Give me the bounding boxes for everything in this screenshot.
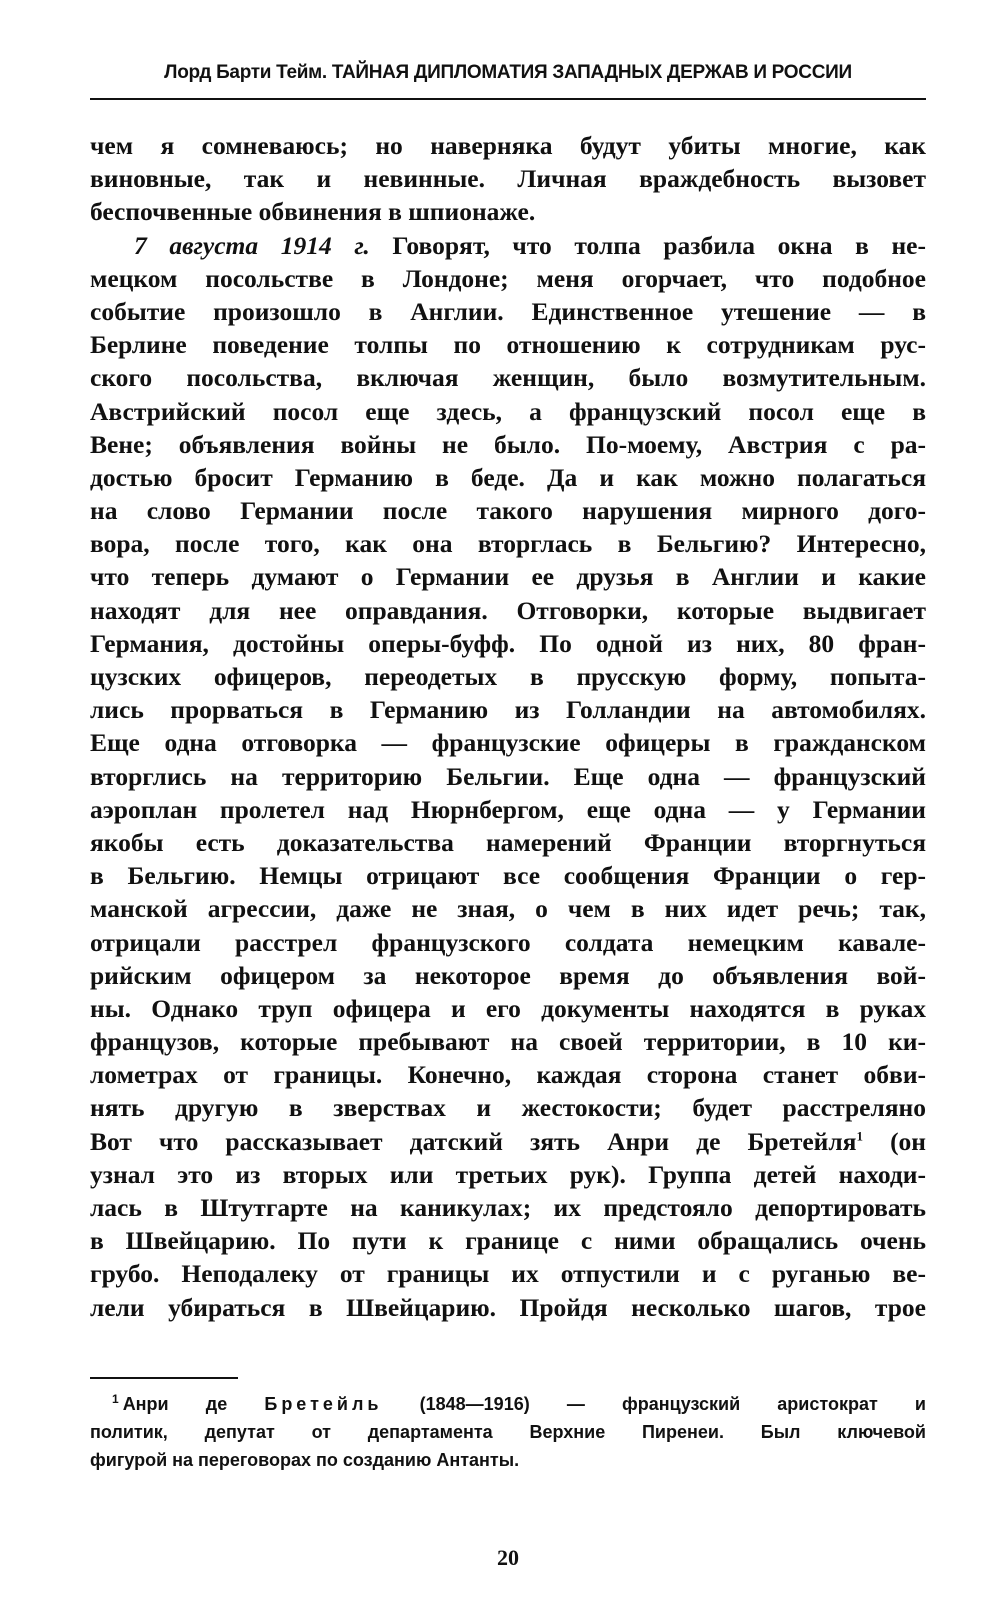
text-line: манской агрессии, даже не зная, о чем в них идет речь; так, [90,894,926,924]
text-line: лометрах от границы. Конечно, каждая сторона станет обви- [90,1060,926,1090]
running-header: Лорд Барти Тейм. ТАЙНАЯ ДИПЛОМАТИЯ ЗАПАДНЫХ ДЕРЖАВ И РОССИИ [164,62,852,83]
text-line: находят для нее оправдания. Отговорки, которые выдвигает [90,595,926,625]
text-fragment: Говорят, что толпа разбила окна в не- [369,230,926,260]
text-line: лись прорваться в Германию из Голландии на автомобилях. [90,695,926,725]
text-line: что теперь думают о Германии ее друзья в Англии и какие [90,562,926,592]
text-line: беспочвенные обвинения в шпионаже. [90,197,536,227]
text-line [90,1125,926,1158]
text-line: мецком посольстве в Лондоне; меня огорчает, что подобное [90,263,926,293]
text-line: Вене; объявления войны не было. По-моему, Австрия с ра- [90,429,926,459]
text-line: якобы есть доказательства намерений Франции вторгнуться [90,827,926,857]
text-line: Берлине поведение толпы по отношению к сотрудникам рус- [90,330,926,360]
entry-date: 7 августа 1914 г. [134,230,370,260]
text-line: ского посольства, включая женщин, было возмутительным. [90,363,926,393]
text-fragment: (он [862,1126,927,1156]
text-line: достью бросит Германию в беде. Да и как можно полагаться [90,462,926,492]
book-page [90,0,926,1624]
text-line: рийским офицером за некоторое время до объявления вой- [90,960,926,990]
footnote-name: Анри де [122,1394,265,1414]
text-fragment: Вот что рассказывает датский зять Анри де Бретейля [90,1126,857,1156]
text-line: на слово Германии после такого нарушения мирного дого- [90,496,926,526]
text-line: Еще одна отговорка — французские офицеры в гражданском [90,728,926,758]
text-line: ны. Однако труп офицера и его документы находятся в руках [90,993,926,1023]
text-line: нять другую в зверствах и жестокости; будет расстреляно [90,1093,926,1123]
text-line: аэроплан пролетел над Нюрнбергом, еще одна — у Германии [90,794,926,824]
text-line: цузских офицеров, переодетых в прусскую форму, попыта- [90,662,926,691]
text-line: лась в Штутгарте на каникулах; их предстояло депортировать [90,1193,926,1222]
footnote-line: политик, депутат от департамента Верхние Пиренеи. Был ключевой [90,1422,926,1442]
footnote-rule [90,1377,238,1379]
footnote-fragment: (1848—1916) — французский аристократ и [382,1394,927,1414]
text-line: в Бельгию. Немцы отрицают все сообщения Франции о гер- [90,861,926,891]
text-line: вторглись на территорию Бельгии. Еще одна — французский [90,761,926,791]
text-line: лели убираться в Швейцарию. Пройдя несколько шагов, трое [90,1292,926,1322]
footnote-line: фигурой на переговорах по созданию Антанты. [90,1450,520,1470]
text-line: отрицали расстрел французского солдата немецким кавале- [90,927,926,957]
page-number: 20 [497,1545,519,1570]
main-text [90,129,926,1324]
text-line: вора, после того, как она вторглась в Бельгию? Интересно, [90,529,926,559]
text-line: виновные, так и невинные. Личная враждебность вызовет [90,164,926,194]
text-line: Австрийский посол еще здесь, а французский посол еще в [90,396,926,426]
footnote-line [90,1390,926,1418]
text-line: событие произошло в Англии. Единственное утешение — в [90,296,926,326]
footnote-mark: 1 [112,1392,119,1406]
text-line: в Швейцарию. По пути к границе с ними обращались очень [90,1226,926,1256]
text-line [90,229,926,262]
footnote [90,1390,926,1474]
footnote-reference[interactable]: 1 [856,1128,863,1144]
text-line: чем я сомневаюсь; но наверняка будут убиты многие, как [90,131,926,160]
text-line: грубо. Неподалеку от границы их отпустили и с руганью ве- [90,1259,926,1289]
text-line: узнал это из вторых или третьих рук). Группа детей находи- [90,1159,926,1189]
header-rule [90,98,926,100]
text-line: французов, которые пребывают на своей территории, в 10 ки- [90,1027,926,1057]
footnote-name-spaced: Бретейль [264,1394,383,1414]
text-line: Германия, достойны оперы-буфф. По одной из них, 80 фран- [90,628,926,658]
